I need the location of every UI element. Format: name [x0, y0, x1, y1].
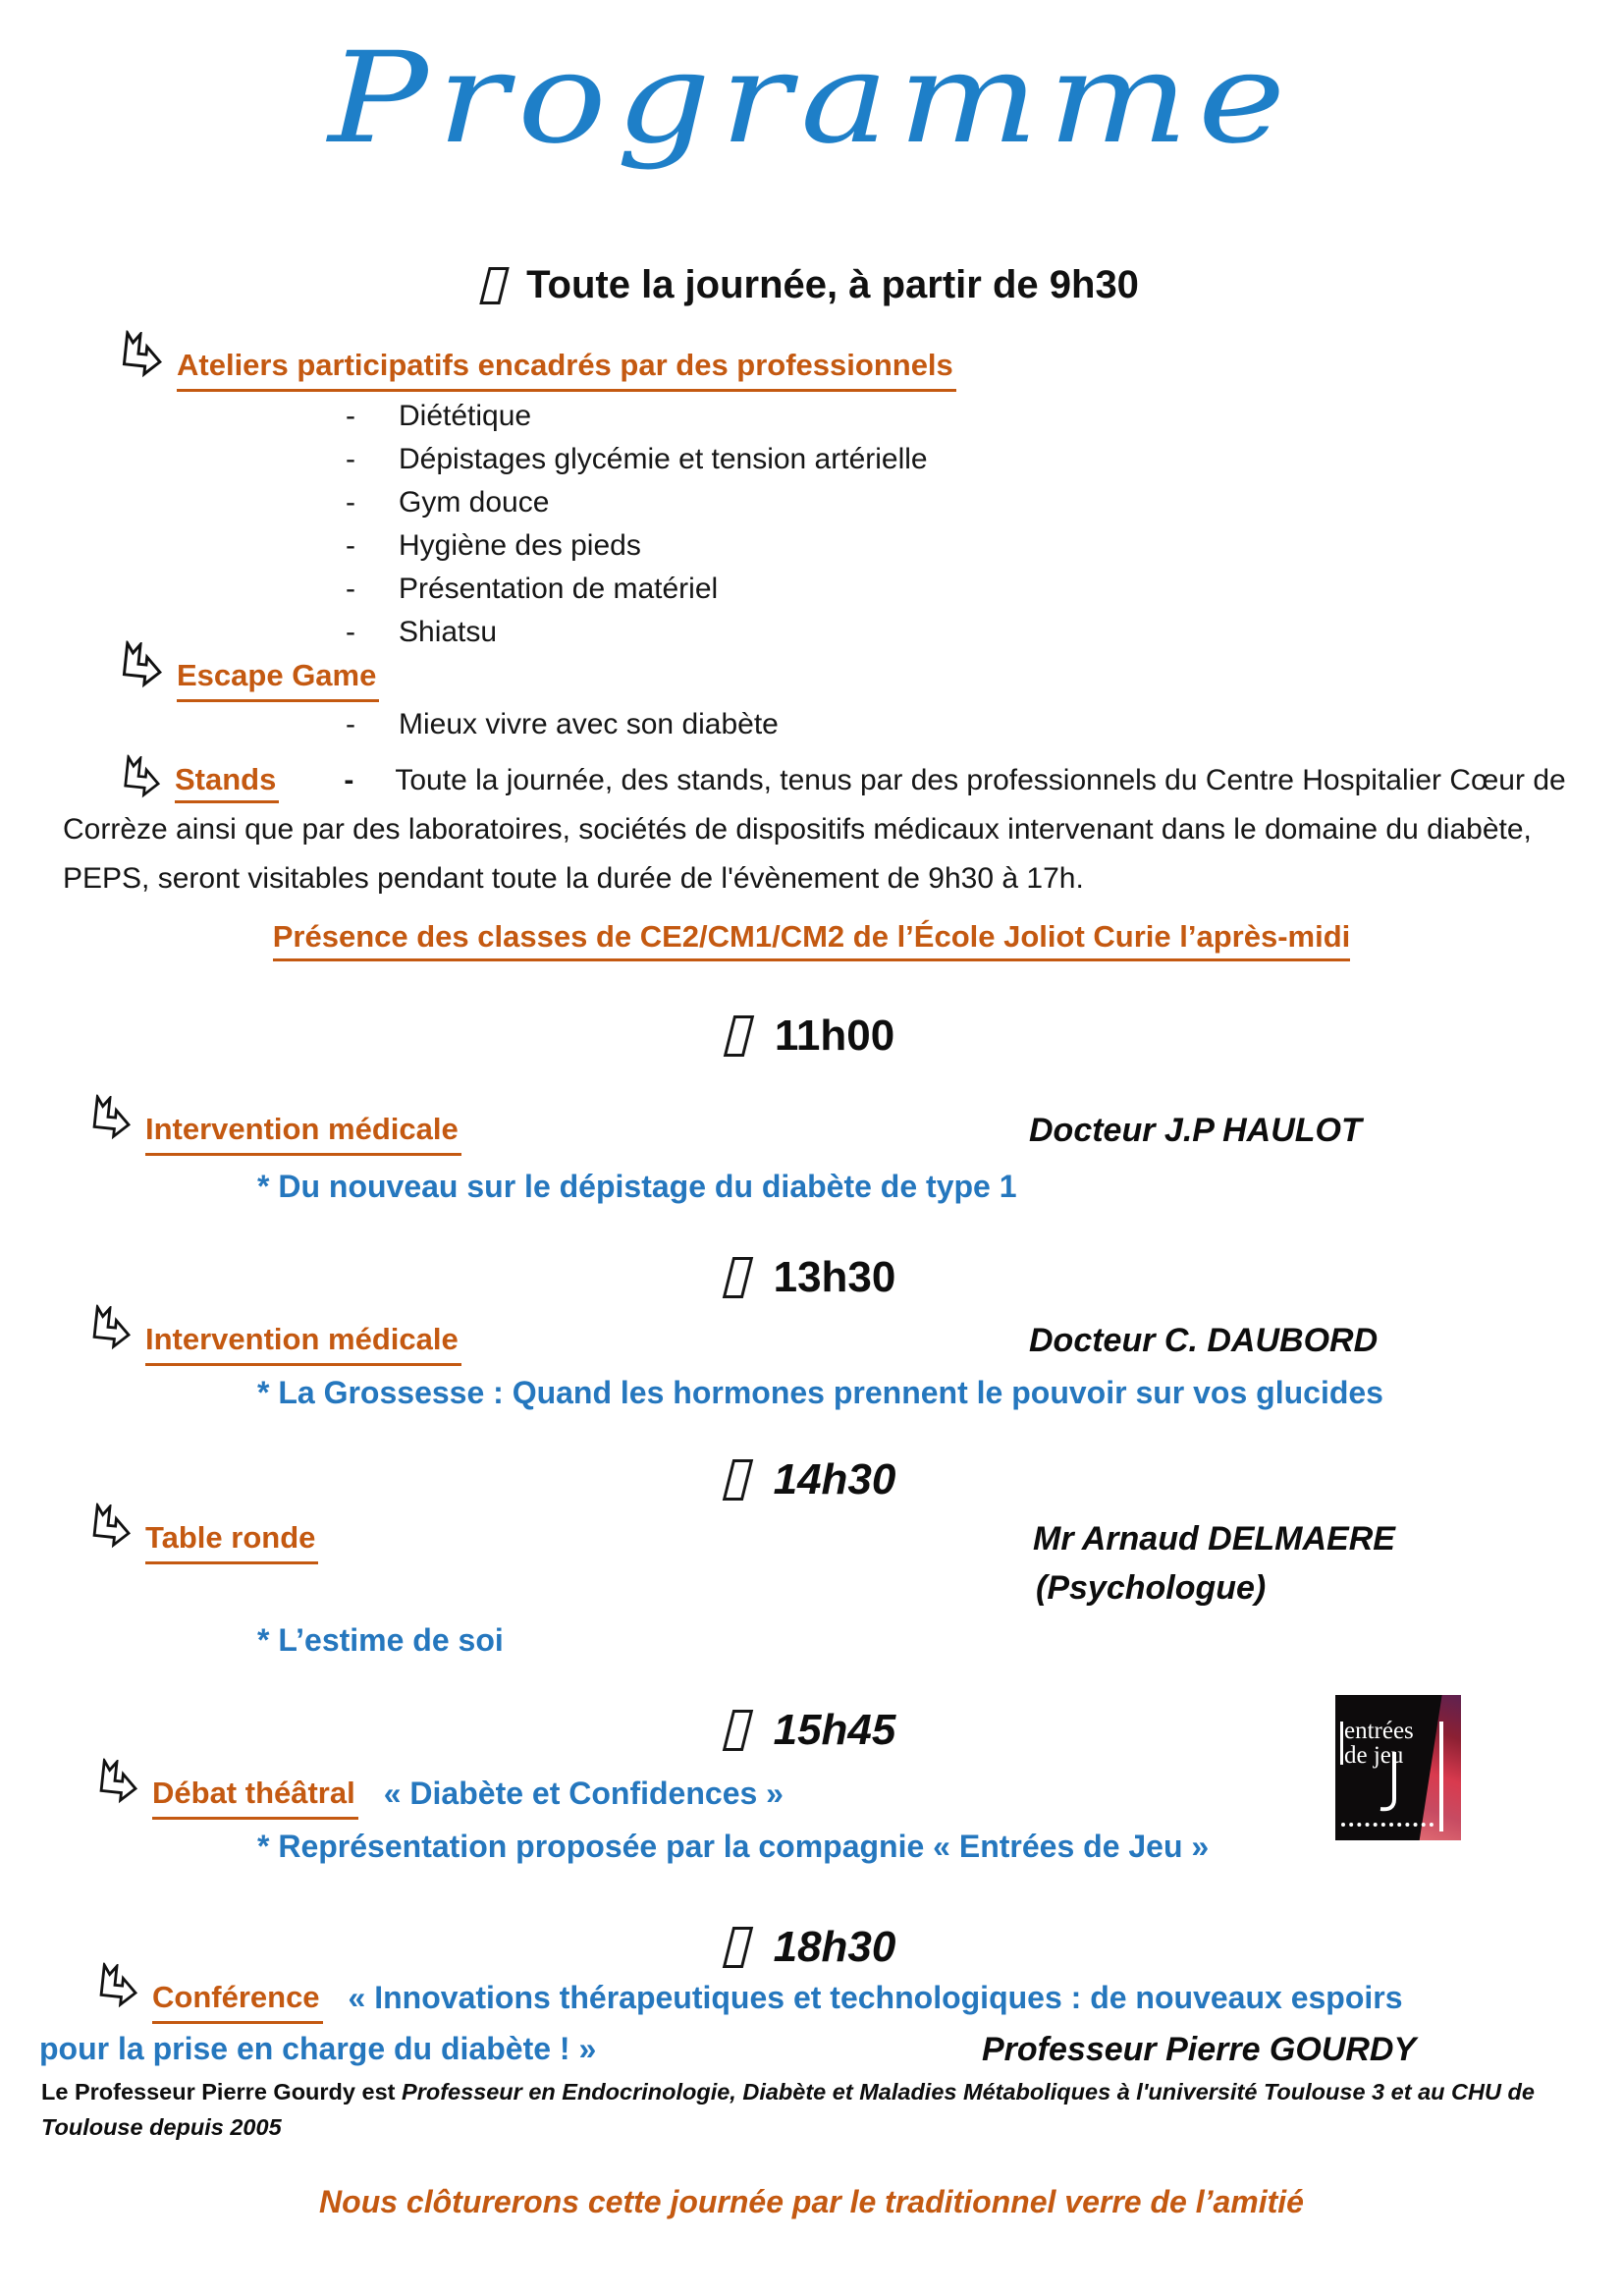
stands-text: Toute la journée, des stands, tenus par des professionnels du Centre Hospitalier Cœur de Corrèze ainsi que par des laboratoires, sociétés de dispositifs médicaux intervenant dans le domaine du diabète, PEPS, seront visitables pendant toute la durée de l'évènement de 9h30 à 17h.: [63, 764, 1566, 895]
page-title: Programme: [328, 26, 1295, 172]
time-text: 11h00: [774, 1011, 895, 1060]
time-heading-13h30: [0, 1253, 1623, 1302]
list-item-text: Mieux vivre avec son diabète: [399, 708, 779, 740]
ateliers-label: Ateliers participatifs encadrés par des professionnels: [177, 346, 956, 392]
speaker-bio: [41, 2074, 1575, 2145]
session-topic: * Du nouveau sur le dépistage du diabète de type 1: [257, 1169, 1017, 1204]
section-escape-heading: [116, 656, 379, 702]
session-label: Intervention médicale: [145, 1320, 461, 1366]
allday-heading-text: Toute la journée, à partir de 9h30: [526, 263, 1139, 306]
missing-glyph-box-icon: [722, 1927, 752, 1968]
classes-note: Présence des classes de CE2/CM1/CM2 de l’École Joliot Curie l’après-midi: [273, 919, 1351, 961]
speaker-name: Mr Arnaud DELMAERE: [1033, 1520, 1395, 1558]
missing-glyph-box-icon: [722, 1710, 752, 1751]
dash-bullet: -: [344, 764, 354, 796]
logo-line2: de jeu: [1344, 1742, 1404, 1769]
time-heading-11h00: [0, 1011, 1623, 1061]
dash-bullet: -: [346, 400, 355, 432]
session-row: [0, 1110, 1623, 1173]
hand-arrow-icon: [116, 332, 163, 381]
ateliers-list: [346, 395, 928, 654]
session-heading: [86, 1518, 318, 1564]
time-text: 18h30: [773, 1923, 896, 1971]
logo-line1: entrées: [1344, 1718, 1414, 1744]
time-text: 14h30: [773, 1455, 896, 1503]
missing-glyph-box-icon: [722, 1459, 752, 1501]
session-label: Débat théâtral: [152, 1774, 358, 1820]
missing-glyph-box-icon: [479, 267, 509, 304]
hand-arrow-icon: [86, 1306, 132, 1353]
session-label: Conférence: [152, 1978, 323, 2024]
hand-arrow-icon: [86, 1096, 132, 1143]
logo-photo-fragment: [1416, 1695, 1461, 1840]
list-item: [346, 524, 928, 568]
session-subtitle-line2: pour la prise en charge du diabète ! »: [39, 2031, 597, 2066]
list-item-text: Dépistages glycémie et tension artérielle: [399, 443, 928, 475]
speaker-name: Docteur J.P HAULOT: [1029, 1112, 1362, 1149]
dash-bullet: -: [346, 486, 355, 519]
dash-bullet: -: [346, 529, 355, 562]
session-row: [0, 1320, 1623, 1383]
session-heading: [93, 1774, 784, 1820]
logo-dotted-line: [1341, 1823, 1434, 1827]
hand-arrow-icon: [116, 642, 163, 691]
missing-glyph-box-icon: [724, 1015, 754, 1057]
session-label: Table ronde: [145, 1518, 318, 1564]
list-item: [346, 568, 928, 611]
session-subtitle: « Innovations thérapeutiques et technologiques : de nouveaux espoirs: [348, 1980, 1403, 2015]
list-item: [346, 611, 928, 654]
session-topic: * Représentation proposée par la compagnie « Entrées de Jeu »: [257, 1829, 1210, 1864]
hand-arrow-icon: [118, 756, 161, 801]
logo-j-tail: [1377, 1752, 1402, 1815]
section-ateliers-heading: [116, 346, 956, 392]
stands-label: Stands: [175, 762, 279, 803]
time-text: 15h45: [773, 1706, 896, 1754]
hand-arrow-icon: [93, 1964, 138, 2011]
entrees-de-jeu-logo: [1335, 1695, 1461, 1840]
time-heading-18h30: [0, 1923, 1623, 1972]
logo-left-bar: [1340, 1722, 1343, 1765]
list-item-text: Shiatsu: [399, 616, 498, 648]
session-heading: [93, 1978, 1403, 2024]
session-topic: * L’estime de soi: [257, 1622, 504, 1658]
list-item: [346, 703, 779, 746]
dash-bullet: -: [346, 443, 355, 475]
session-heading: [86, 1110, 461, 1156]
speaker-name: Professeur Pierre GOURDY: [982, 2031, 1417, 2068]
classes-note-row: [0, 919, 1623, 961]
dash-bullet: -: [346, 573, 355, 605]
session-row: [0, 1518, 1623, 1581]
session-subtitle: « Diabète et Confidences »: [383, 1776, 784, 1811]
list-item: [346, 395, 928, 438]
closing-line: Nous clôturerons cette journée par le traditionnel verre de l’amitié: [319, 2184, 1304, 2219]
session-topic: * La Grossesse : Quand les hormones prennent le pouvoir sur vos glucides: [257, 1375, 1383, 1410]
session-heading: [86, 1320, 461, 1366]
list-item-text: Hygiène des pieds: [399, 529, 641, 562]
list-item-text: Gym douce: [399, 486, 550, 519]
allday-heading: [0, 263, 1623, 307]
session-label: Intervention médicale: [145, 1110, 461, 1156]
time-text: 13h30: [773, 1253, 896, 1301]
dash-bullet: -: [346, 616, 355, 648]
list-item-text: Diététique: [399, 400, 532, 432]
escape-list: [346, 703, 779, 746]
escape-label: Escape Game: [177, 656, 379, 702]
list-item: [346, 481, 928, 524]
speaker-name: Docteur C. DAUBORD: [1029, 1322, 1379, 1359]
dash-bullet: -: [346, 708, 355, 740]
hand-arrow-icon: [86, 1504, 132, 1552]
bio-prefix: Le Professeur Pierre Gourdy est: [41, 2079, 403, 2105]
hand-arrow-icon: [93, 1760, 138, 1807]
stands-paragraph: [63, 756, 1567, 903]
list-item: [346, 438, 928, 481]
logo-right-bar: [1439, 1722, 1443, 1831]
speaker-role: (Psychologue): [1036, 1569, 1267, 1607]
list-item-text: Présentation de matériel: [399, 573, 719, 605]
bio-italic: Professeur en Endocrinologie, Diabète et Maladies Métaboliques à l'université Toulouse 3 et au CHU de Toulouse depuis 2005: [41, 2079, 1535, 2140]
missing-glyph-box-icon: [722, 1257, 752, 1298]
time-heading-14h30: [0, 1455, 1623, 1504]
